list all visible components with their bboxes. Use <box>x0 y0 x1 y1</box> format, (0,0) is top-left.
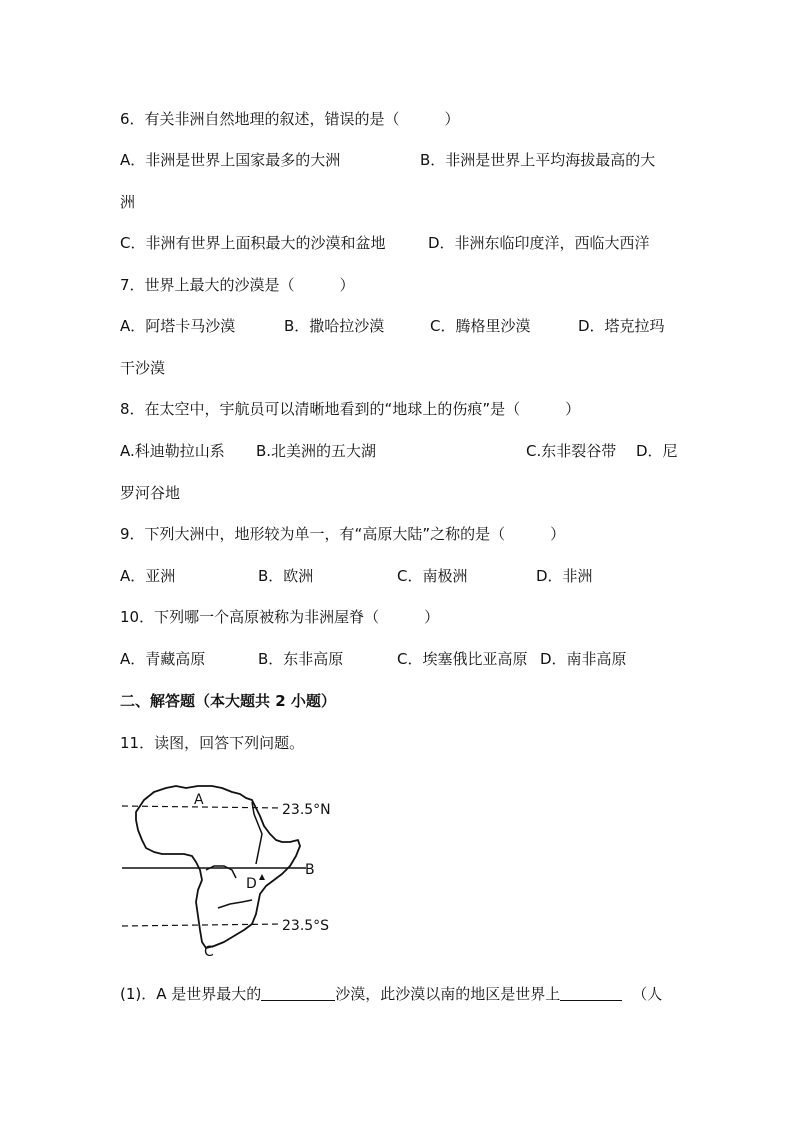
mountain-marker-icon <box>259 874 265 880</box>
answer-blank-2[interactable] <box>560 984 622 1001</box>
tropic-north-label: 23.5°N <box>282 802 331 818</box>
africa-map <box>114 770 354 965</box>
q11-stem: 11．读图，回答下列问题。 <box>120 734 305 752</box>
q7-option-d: D．塔克拉玛 <box>578 317 665 335</box>
q6-option-b-continued: 洲 <box>120 193 136 211</box>
tropic-south-label: 23.5°S <box>282 918 330 934</box>
q9-option-c: C．南极洲 <box>397 567 468 585</box>
map-label-b: B <box>305 862 315 878</box>
q7-option-c: C．腾格里沙漠 <box>430 317 531 335</box>
q8-option-a: A.科迪勒拉山系 <box>120 442 225 460</box>
q9-option-b: B．欧洲 <box>258 567 314 585</box>
q8-option-d-continued: 罗河谷地 <box>120 484 181 502</box>
q10-stem: 10．下列哪一个高原被称为非洲屋脊（ ） <box>120 608 440 626</box>
q7-option-b: B．撒哈拉沙漠 <box>284 317 385 335</box>
q8-option-d: D．尼 <box>636 442 678 460</box>
q7-option-a: A．阿塔卡马沙漠 <box>120 317 236 335</box>
zambezi-river <box>218 900 252 908</box>
q8-option-c: C.东非裂谷带 <box>526 442 617 460</box>
q10-option-a: A．青藏高原 <box>120 650 206 668</box>
q6-option-b: B．非洲是世界上平均海拔最高的大 <box>420 151 656 169</box>
q11-part1-mid: 沙漠，此沙漠以南的地区是世界上 <box>335 985 561 1003</box>
q6-option-c: C．非洲有世界上面积最大的沙漠和盆地 <box>120 234 386 252</box>
q9-option-d: D．非洲 <box>536 567 593 585</box>
q6-option-d: D．非洲东临印度洋，西临大西洋 <box>428 234 650 252</box>
q9-stem: 9．下列大洲中，地形较为单一，有“高原大陆”之称的是（ ） <box>120 525 566 543</box>
map-label-d: D <box>246 876 257 892</box>
answer-blank-1[interactable] <box>261 984 335 1001</box>
map-label-a: A <box>194 792 204 808</box>
q10-option-c: C．埃塞俄比亚高原 <box>397 650 528 668</box>
map-label-c: C <box>204 944 214 960</box>
q7-option-d-continued: 干沙漠 <box>120 359 166 377</box>
q7-stem: 7．世界上最大的沙漠是（ ） <box>120 276 355 294</box>
q11-part1 <box>120 983 662 1005</box>
q6-option-a: A．非洲是世界上国家最多的大洲 <box>120 151 341 169</box>
q9-option-a: A．亚洲 <box>120 567 176 585</box>
q8-option-b: B.北美洲的五大湖 <box>256 442 377 460</box>
q10-option-d: D．南非高原 <box>540 650 627 668</box>
q6-stem: 6．有关非洲自然地理的叙述，错误的是（ ） <box>120 110 460 128</box>
tropic-of-capricorn-line <box>122 924 282 926</box>
q11-part1-end: （人 <box>632 985 663 1003</box>
q11-part1-prefix: (1)．A 是世界最大的 <box>120 985 262 1003</box>
section-heading: 二、解答题（本大题共 2 小题） <box>120 692 336 710</box>
q10-option-b: B．东非高原 <box>258 650 344 668</box>
q8-stem: 8．在太空中，宇航员可以清晰地看到的“地球上的伤痕”是（ ） <box>120 400 581 418</box>
